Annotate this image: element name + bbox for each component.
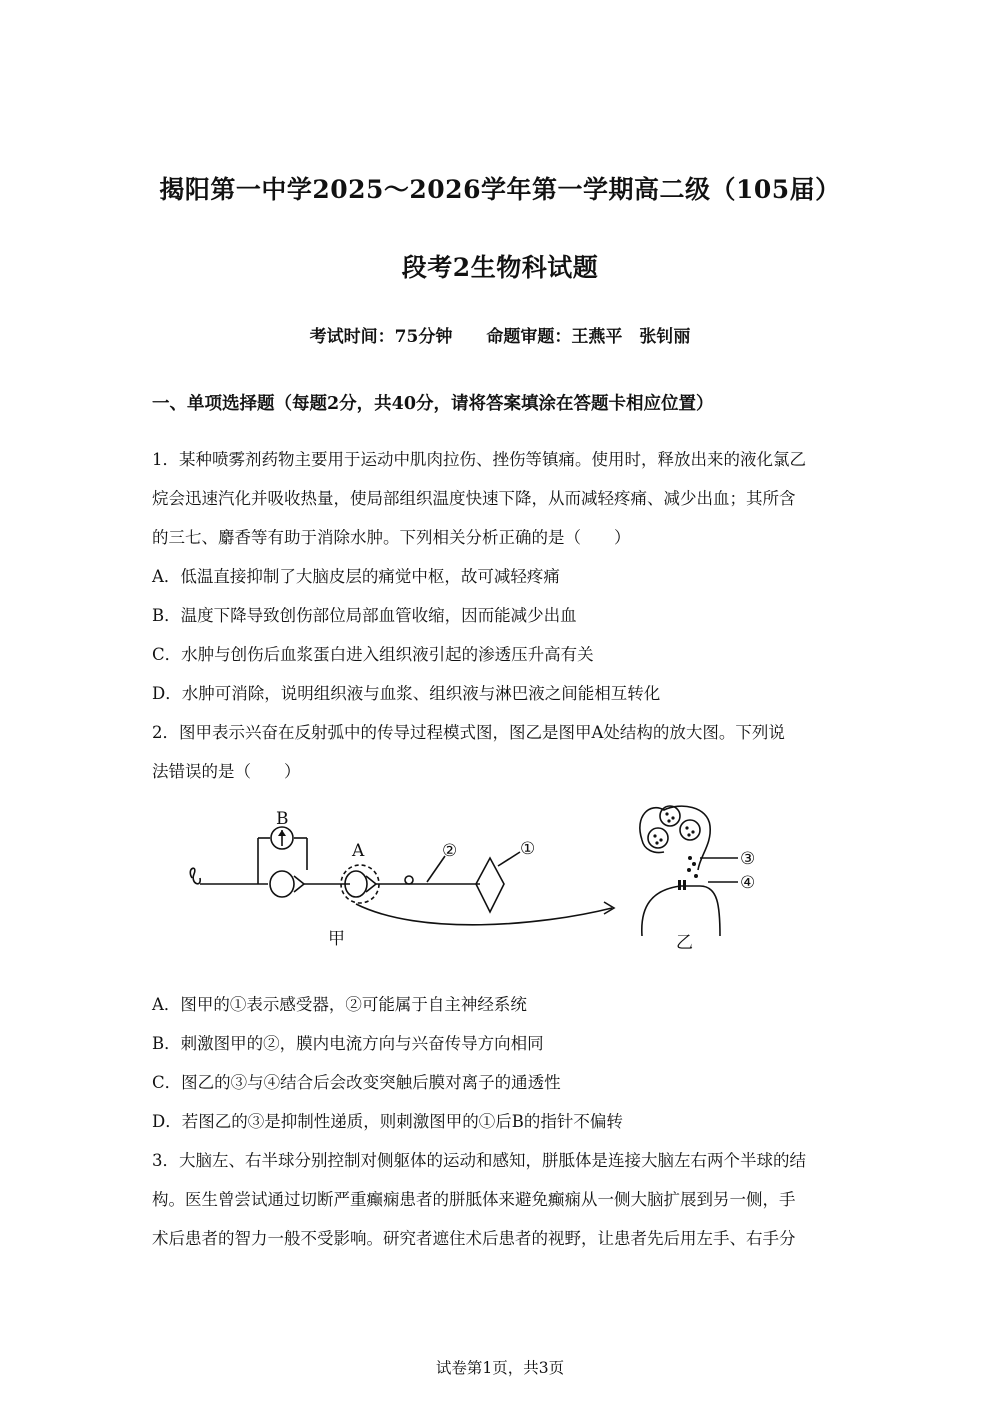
q2-option-b: B．刺激图甲的②，膜内电流方向与兴奋传导方向相同 (152, 1034, 544, 1053)
label-a: A (352, 841, 365, 861)
label-circle-2: ② (442, 841, 458, 861)
q2-option-c: C．图乙的③与④结合后会改变突触后膜对离子的通透性 (152, 1073, 561, 1092)
synapse-icon (294, 876, 304, 892)
page-title-line2: 段考2生物科试题 (401, 253, 599, 282)
page-footer: 试卷第1页，共3页 (435, 1359, 565, 1377)
presynaptic-terminal (640, 806, 710, 870)
q1-stem-line: 烷会迅速汽化并吸收热量，使局部组织温度快速下降，从而减轻疼痛、减少出血；其所含 (152, 489, 796, 508)
q1-option-a: A．低温直接抑制了大脑皮层的痛觉中枢，故可减轻疼痛 (152, 567, 560, 586)
label-circle-1: ① (520, 839, 536, 859)
q3-stem-line: 术后患者的智力一般不受影响。研究者遮住术后患者的视野，让患者先后用左手、右手分 (152, 1229, 796, 1248)
reflex-arc-figure (180, 796, 780, 956)
exam-meta (0, 322, 1000, 347)
q1-option-b: B．温度下降导致创伤部位局部血管收缩，因而能减少出血 (152, 606, 577, 625)
caption-jia: 甲 (328, 929, 345, 949)
q1-stem-line: 1．某种喷雾剂药物主要用于运动中肌肉拉伤、挫伤等镇痛。使用时，释放出来的液化氯乙 (152, 450, 806, 469)
q1-option-d: D．水肿可消除，说明组织液与血浆、组织液与淋巴液之间能相互转化 (152, 684, 661, 703)
q1-stem-line: 的三七、麝香等有助于消除水肿。下列相关分析正确的是（ ） (152, 528, 631, 547)
q3-stem-line: 3．大脑左、右半球分别控制对侧躯体的运动和感知，胼胝体是连接大脑左右两个半球的结 (152, 1151, 806, 1170)
label-b: B (276, 809, 289, 829)
effector-icon (190, 868, 200, 884)
q2-stem-line: 法错误的是（ ） (152, 762, 301, 781)
page-title-line1: 揭阳第一中学2025～2026学年第一学期高二级（105届） (159, 175, 841, 204)
q2-option-a: A．图甲的①表示感受器，②可能属于自主神经系统 (152, 995, 527, 1014)
exam-authors: 命题审题：王燕平 张钊丽 (486, 327, 691, 347)
ganglion-icon (270, 871, 294, 897)
q3-stem-line: 构。医生曾尝试通过切断严重癫痫患者的胼胝体来避免癫痫从一侧大脑扩展到另一侧，手 (152, 1190, 796, 1209)
postsynaptic-membrane (642, 886, 720, 936)
section-heading: 一、单项选择题（每题2分，共40分，请将答案填涂在答题卡相应位置） (152, 394, 714, 414)
label-circle-3: ③ (740, 849, 756, 869)
q2-option-d: D．若图乙的③是抑制性递质，则刺激图甲的①后B的指针不偏转 (152, 1112, 623, 1131)
exam-time: 考试时间：75分钟 (309, 327, 453, 347)
label-circle-4: ④ (740, 873, 756, 893)
receptor-icon (476, 858, 504, 912)
q2-stem-line: 2．图甲表示兴奋在反射弧中的传导过程模式图，图乙是图甲A处结构的放大图。下列说 (152, 723, 785, 742)
enlarge-arrow (356, 904, 612, 925)
caption-yi: 乙 (676, 933, 693, 953)
q1-option-c: C．水肿与创伤后血浆蛋白进入组织液引起的渗透压升高有关 (152, 645, 594, 664)
